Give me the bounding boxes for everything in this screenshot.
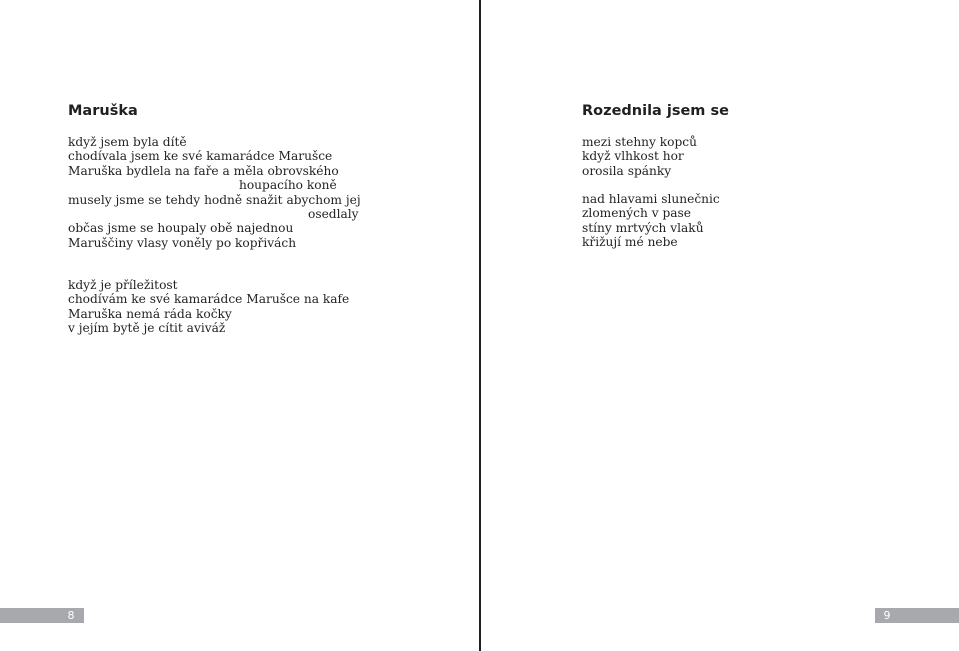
poem-line: v jejím bytě je cítit aviváž [68, 321, 226, 336]
poem-line: chodívala jsem ke své kamarádce Marušce [68, 149, 333, 164]
poem-line: chodívám ke své kamarádce Marušce na kafe [68, 292, 350, 307]
poem-line: Maruška bydlela na faře a měla obrovského [68, 163, 339, 178]
poem-title-maruska: Maruška [68, 103, 138, 119]
poem-stanza-1 [68, 135, 361, 250]
poem-line: musely jsme se tehdy hodně snažit abychom jej [68, 192, 361, 207]
left-page [0, 0, 479, 651]
poem-line: nad hlavami slunečnic [582, 192, 720, 206]
poem-stanza-2 [582, 192, 720, 250]
poem-line: křižují mé nebe [582, 235, 678, 250]
poem-line: stíny mrtvých vlaků [582, 220, 704, 235]
poem-line: Maruščiny vlasy voněly po kopřivách [68, 235, 297, 250]
poem-line: když jsem byla dítě [68, 135, 187, 149]
poem-line: orosila spánky [582, 163, 672, 178]
poem-line: Maruška nemá ráda kočky [68, 306, 232, 321]
right-page [481, 0, 959, 651]
poem-line: zlomených v pase [582, 206, 692, 221]
page-number: 9 [883, 609, 891, 622]
poem-line: osedlaly [308, 207, 359, 222]
poem-line: občas jsme se houpaly obě najednou [68, 221, 294, 236]
poem-line: houpacího koně [239, 178, 337, 193]
poem-stanza-2 [68, 278, 349, 336]
poem-line: mezi stehny kopců [582, 135, 697, 149]
poem-stanza-1 [582, 135, 697, 178]
poem-line: když vlhkost hor [582, 149, 684, 164]
poem-title-rozednila: Rozednila jsem se [582, 103, 729, 119]
poem-line: když je příležitost [68, 278, 178, 292]
page-number: 8 [67, 609, 75, 622]
